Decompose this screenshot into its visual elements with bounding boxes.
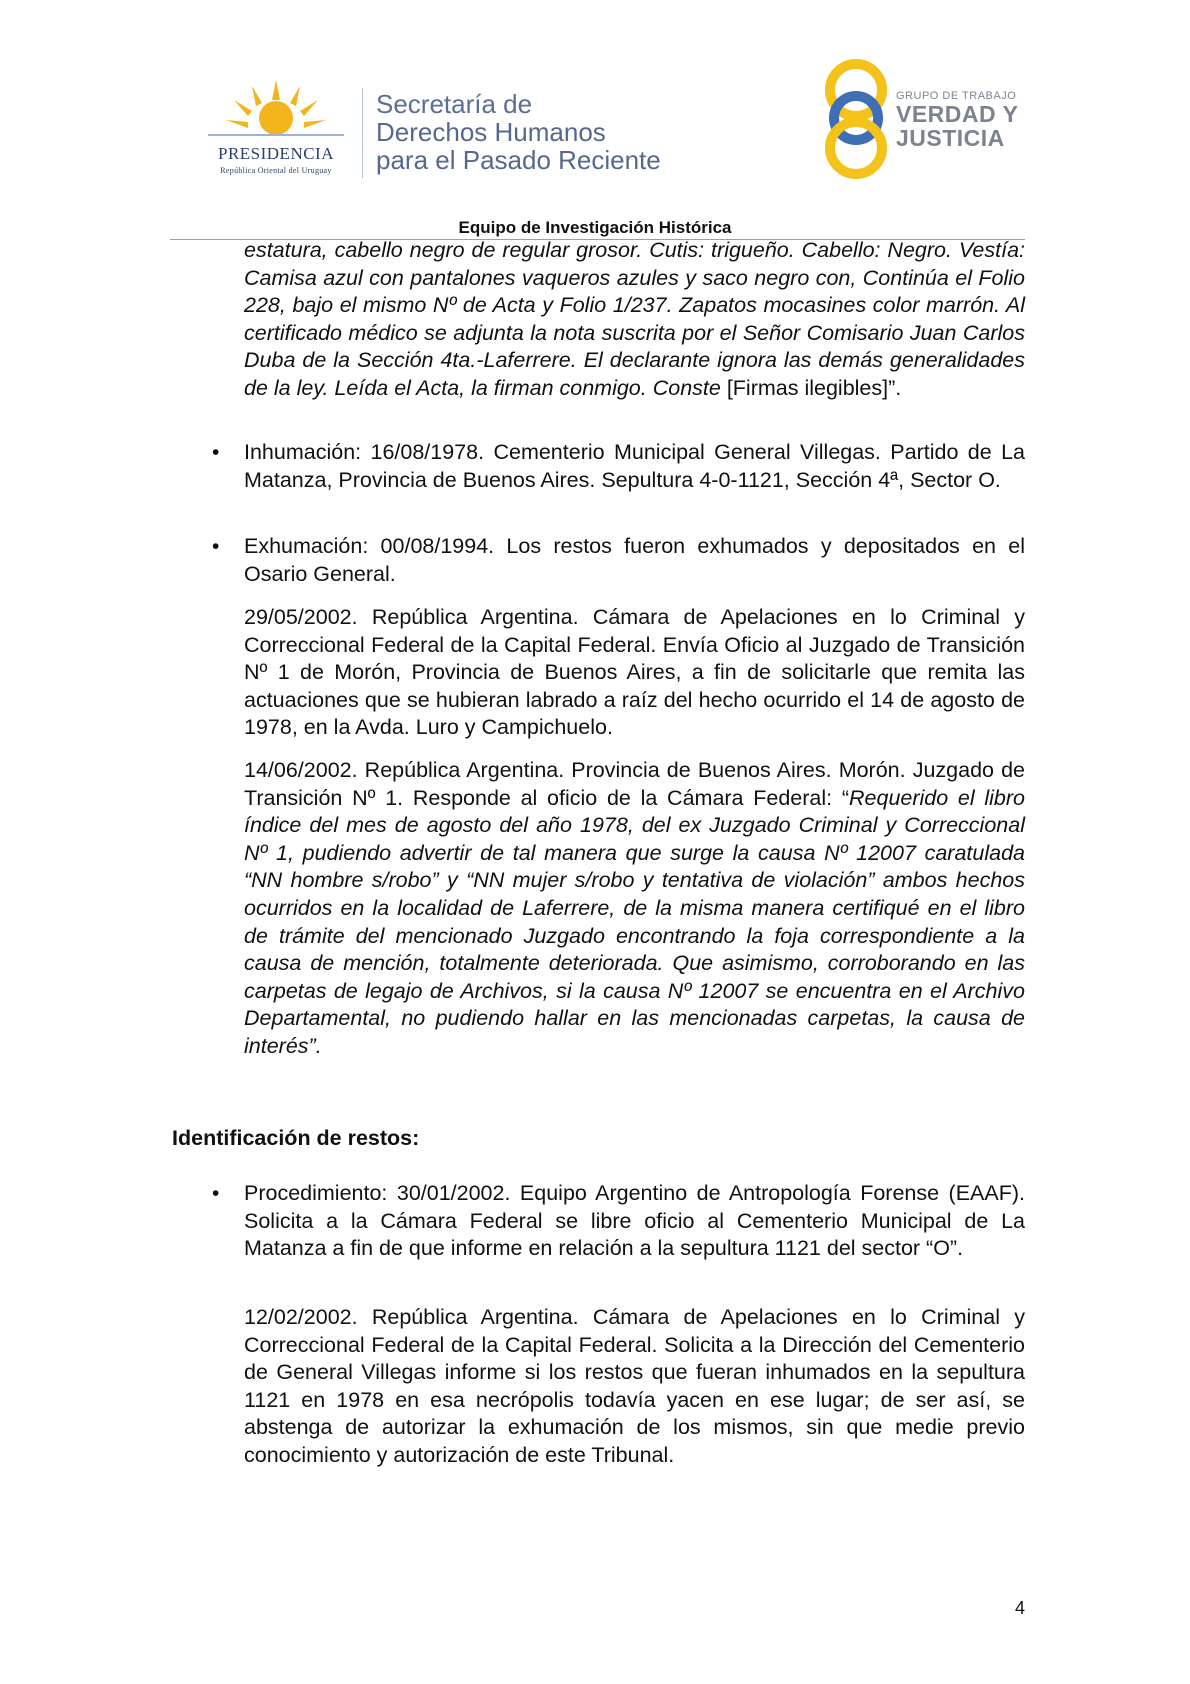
logo-divider (362, 88, 363, 178)
procedimiento-item: Procedimiento: 30/01/2002. Equipo Argentino de Antropología Forense (EAAF). Solicita a la Cámara Federal se libre oficio al Cementerio Municipal de La Matanza a fin de que informe en relación a la sepultura 1121 del sector “O”. (244, 1181, 1025, 1261)
continued-tail: [Firmas ilegibles]”. (720, 375, 902, 400)
interlocked-rings-icon (820, 56, 892, 182)
secretaria-line-2: Derechos Humanos (376, 117, 606, 147)
team-title: Equipo de Investigación Histórica (458, 218, 732, 237)
presidencia-subtitle: República Oriental del Uruguay (220, 166, 332, 175)
verdad-justicia-logo (820, 56, 1035, 182)
gtvj-line-2: JUSTICIA (896, 125, 1005, 151)
continued-quote: estatura, cabello negro de regular grosor. Cutis: trigueño. Cabello: Negro. Vestía: Camisa azul con pantalones vaqueros azules y saco negro con, Continúa el Folio 228, bajo el mismo Nº de Acta y Folio 1/237. Zapatos mocasines color marrón. Al certificado médico se adjunta la nota suscrita por el Señor Comisario Juan Carlos Duba de la Sección 4ta.-Laferrere. El declarante ignora las demás generalidades de la ley. Leída el Acta, la firman conmigo. Conste (244, 238, 1025, 400)
gtvj-small-label: GRUPO DE TRABAJO (896, 90, 1017, 102)
verdad-justicia-text (896, 90, 1018, 150)
gtvj-line-1: VERDAD Y (896, 101, 1019, 127)
sun-icon (196, 78, 356, 148)
bullet-marker: • (212, 535, 220, 558)
continued-paragraph (244, 237, 1025, 403)
exhumacion-item: Exhumación: 00/08/1994. Los restos fueron exhumados y depositados en el Osario General. (244, 534, 1025, 586)
paragraph-2002-02-12: 12/02/2002. República Argentina. Cámara de Apelaciones en lo Criminal y Correccional Federal de la Capital Federal. Solicita a la Dirección del Cementerio de General Villegas informe si los restos que fueran inhumados en la sepultura 1121 en 1978 en esa necrópolis todavía yacen en ese lugar; de ser así, se abstenga de autorizar la exhumación de los mismos, sin que medie previo conocimiento y autorización de este Tribunal. (244, 1305, 1025, 1467)
secretaria-line-3: para el Pasado Reciente (376, 145, 661, 175)
paragraph-2002-06-14 (244, 757, 1025, 1061)
paragraph-lead: 14/06/2002. República Argentina. Provincia de Buenos Aires. Morón. Juzgado de Transición Nº 1. Responde al oficio de la Cámara Federal: “ (244, 758, 1025, 810)
presidencia-logo (196, 78, 356, 178)
inhumacion-item: Inhumación: 16/08/1978. Cementerio Municipal General Villegas. Partido de La Matanza, Provincia de Buenos Aires. Sepultura 4-0-1121, Sección 4ª, Sector O. (244, 440, 1025, 492)
paragraph-quote: Requerido el libro índice del mes de agosto del año 1978, del ex Juzgado Criminal y Correccional Nº 1, pudiendo advertir de tal manera que surge la causa Nº 12007 caratulada “NN hombre s/robo” y “NN mujer s/robo y tentativa de violación” ambos hechos ocurridos en la localidad de Laferrere, de la misma manera certifiqué en el libro de trámite del mencionado Juzgado encontrando la foja correspondiente a la causa de mención, totalmente deteriorada. Que asimismo, corroborando en las carpetas de legajo de Archivos, si la causa Nº 12007 se encuentra en el Archivo Departamental, no pudiendo hallar en las mencionadas carpetas, la causa de interés”. (244, 785, 1026, 1058)
page-number: 4 (1015, 1598, 1026, 1618)
bullet-marker: • (212, 1182, 220, 1205)
paragraph-2002-05-29: 29/05/2002. República Argentina. Cámara de Apelaciones en lo Criminal y Correccional Federal de la Capital Federal. Envía Oficio al Juzgado de Transición Nº 1 de Morón, Provincia de Buenos Aires, a fin de solicitarle que remita las actuaciones que se hubieran labrado a raíz del hecho ocurrido el 14 de agosto de 1978, en la Avda. Luro y Campichuelo. (244, 605, 1025, 740)
section-heading: Identificación de restos: (172, 1126, 420, 1150)
secretaria-line-1: Secretaría de (376, 89, 533, 119)
presidencia-word: PRESIDENCIA (217, 144, 334, 163)
page-header (0, 0, 1190, 240)
secretaria-logo-text (376, 90, 661, 174)
bullet-marker: • (212, 441, 220, 464)
